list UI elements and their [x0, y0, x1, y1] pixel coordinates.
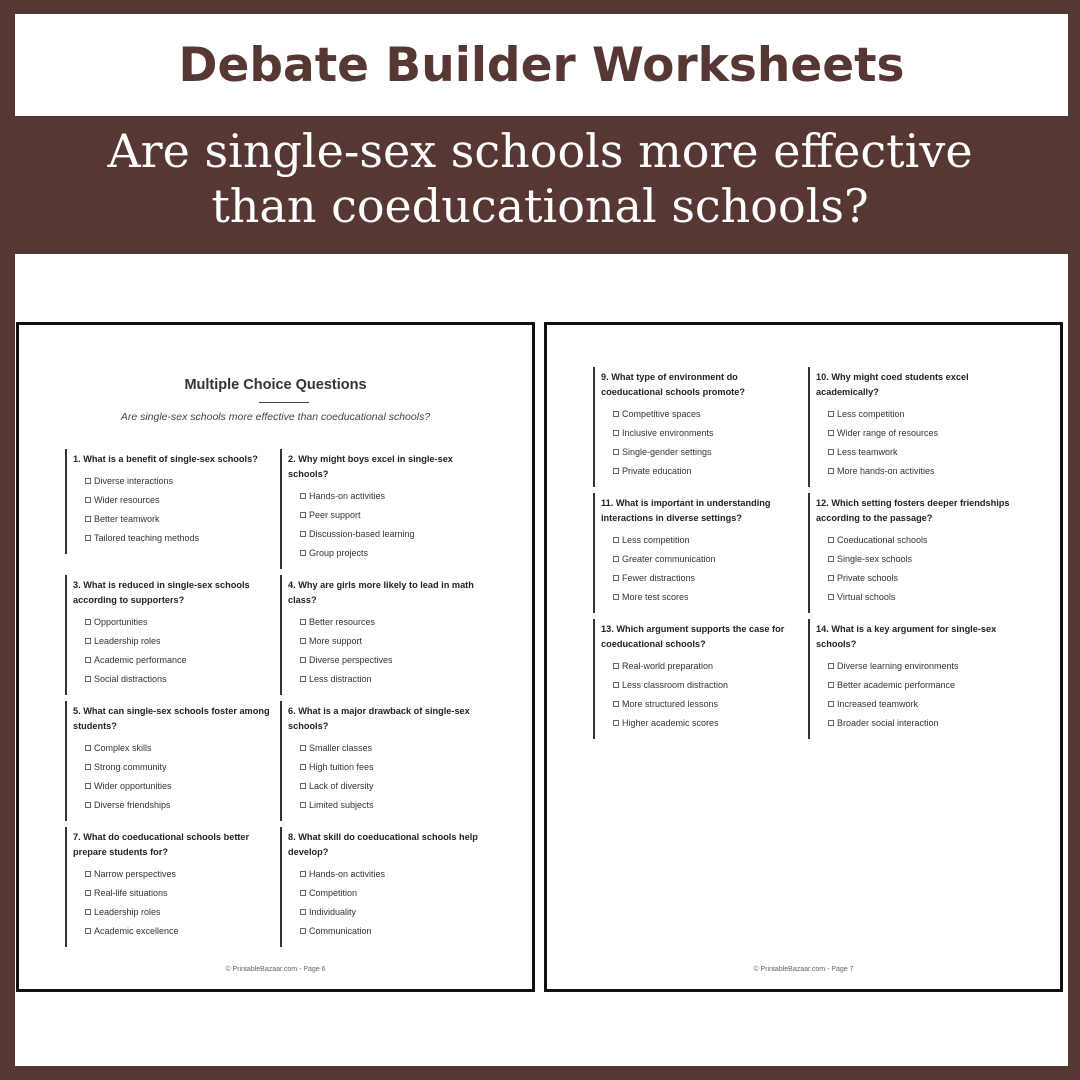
debate-question-line-2: than coeducational schools?	[211, 179, 869, 233]
answer-option[interactable]: Communication	[288, 922, 485, 941]
question-text: 4. Why are girls more likely to lead in math class?	[288, 580, 474, 605]
question-block	[65, 575, 270, 695]
answer-option[interactable]: Increased teamwork	[816, 695, 1013, 714]
page-footer: © PrintableBazaar.com - Page 7	[753, 966, 854, 973]
question-text: 9. What type of environment do coeducational schools promote?	[601, 372, 745, 397]
checkbox-icon[interactable]	[300, 619, 306, 625]
checkbox-icon[interactable]	[85, 535, 91, 541]
checkbox-icon[interactable]	[300, 745, 306, 751]
answer-option[interactable]: Less teamwork	[816, 443, 1013, 462]
answer-option[interactable]: Competitive spaces	[601, 405, 798, 424]
checkbox-icon[interactable]	[613, 575, 619, 581]
answer-option[interactable]: Wider resources	[73, 491, 270, 510]
checkbox-icon[interactable]	[85, 478, 91, 484]
checkbox-icon[interactable]	[828, 575, 834, 581]
checkbox-icon[interactable]	[828, 537, 834, 543]
answer-option[interactable]: Diverse friendships	[73, 796, 270, 815]
checkbox-icon[interactable]	[613, 594, 619, 600]
answer-option[interactable]: Complex skills	[73, 739, 270, 758]
question-text: 3. What is reduced in single-sex schools according to supporters?	[73, 580, 250, 605]
checkbox-icon[interactable]	[828, 430, 834, 436]
checkbox-icon[interactable]	[828, 682, 834, 688]
answer-option[interactable]: Academic performance	[73, 651, 270, 670]
answer-option[interactable]: Lack of diversity	[288, 777, 485, 796]
answer-option[interactable]: More structured lessons	[601, 695, 798, 714]
question-block	[280, 701, 485, 821]
answer-option[interactable]: Peer support	[288, 506, 485, 525]
checkbox-icon[interactable]	[613, 556, 619, 562]
answer-option[interactable]: Individuality	[288, 903, 485, 922]
checkbox-icon[interactable]	[85, 657, 91, 663]
checkbox-icon[interactable]	[85, 638, 91, 644]
checkbox-icon[interactable]	[300, 676, 306, 682]
checkbox-icon[interactable]	[85, 909, 91, 915]
checkbox-icon[interactable]	[85, 764, 91, 770]
question-text: 13. Which argument supports the case for coeducational schools?	[601, 624, 785, 649]
question-block	[65, 827, 270, 947]
worksheet-page-6	[16, 322, 535, 992]
answer-option[interactable]: Private schools	[816, 569, 1013, 588]
checkbox-icon[interactable]	[85, 619, 91, 625]
debate-question	[0, 120, 1080, 250]
checkbox-icon[interactable]	[613, 411, 619, 417]
checkbox-icon[interactable]	[85, 676, 91, 682]
checkbox-icon[interactable]	[300, 890, 306, 896]
question-text: 11. What is important in understanding interactions in diverse settings?	[601, 498, 771, 523]
checkbox-icon[interactable]	[613, 720, 619, 726]
answer-option[interactable]: Less distraction	[288, 670, 485, 689]
answer-option[interactable]: Academic excellence	[73, 922, 270, 941]
answer-option[interactable]: Smaller classes	[288, 739, 485, 758]
checkbox-icon[interactable]	[300, 531, 306, 537]
answer-option[interactable]: Leadership roles	[73, 632, 270, 651]
question-text: 10. Why might coed students excel academically?	[816, 372, 969, 397]
answer-option[interactable]: Greater communication	[601, 550, 798, 569]
answer-option[interactable]: Limited subjects	[288, 796, 485, 815]
page-subtitle: Are single-sex schools more effective than coeducational schools?	[120, 411, 431, 423]
checkbox-icon[interactable]	[300, 657, 306, 663]
question-block	[280, 827, 485, 947]
checkbox-icon[interactable]	[85, 516, 91, 522]
checkbox-icon[interactable]	[828, 720, 834, 726]
answer-option[interactable]: Strong community	[73, 758, 270, 777]
answer-option[interactable]: Hands-on activities	[288, 865, 485, 884]
answer-option[interactable]: Less competition	[816, 405, 1013, 424]
question-text: 2. Why might boys excel in single-sex schools?	[288, 454, 453, 479]
question-block	[808, 619, 1013, 739]
checkbox-icon[interactable]	[85, 497, 91, 503]
question-text: 5. What can single-sex schools foster among students?	[73, 706, 270, 731]
checkbox-icon[interactable]	[85, 802, 91, 808]
answer-option[interactable]: Opportunities	[73, 613, 270, 632]
checkbox-icon[interactable]	[85, 745, 91, 751]
question-block	[808, 493, 1013, 613]
checkbox-icon[interactable]	[300, 764, 306, 770]
checkbox-icon[interactable]	[85, 890, 91, 896]
question-block	[280, 575, 485, 695]
question-text: 8. What skill do coeducational schools help develop?	[288, 832, 478, 857]
answer-option[interactable]: Better teamwork	[73, 510, 270, 529]
question-text: 7. What do coeducational schools better prepare students for?	[73, 832, 250, 857]
checkbox-icon[interactable]	[613, 468, 619, 474]
answer-option[interactable]: Higher academic scores	[601, 714, 798, 733]
answer-option[interactable]: Real-life situations	[73, 884, 270, 903]
answer-option[interactable]: Group projects	[288, 544, 485, 563]
debate-question-line-1: Are single-sex schools more effective	[107, 124, 973, 178]
answer-option[interactable]: Hands-on activities	[288, 487, 485, 506]
answer-option[interactable]: High tuition fees	[288, 758, 485, 777]
question-text: 12. Which setting fosters deeper friendships according to the passage?	[816, 498, 1010, 523]
page-footer: © PrintableBazaar.com - Page 6	[225, 966, 326, 973]
answer-option[interactable]: Better resources	[288, 613, 485, 632]
answer-option[interactable]: Diverse interactions	[73, 472, 270, 491]
brand-title: Debate Builder Worksheets	[178, 37, 905, 93]
answer-option[interactable]: Wider range of resources	[816, 424, 1013, 443]
checkbox-icon[interactable]	[300, 871, 306, 877]
answer-option[interactable]: More hands-on activities	[816, 462, 1013, 481]
checkbox-icon[interactable]	[85, 871, 91, 877]
page-title: Multiple Choice Questions	[184, 377, 367, 393]
answer-option[interactable]: Single-sex schools	[816, 550, 1013, 569]
answer-option[interactable]: Better academic performance	[816, 676, 1013, 695]
answer-option[interactable]: Inclusive environments	[601, 424, 798, 443]
checkbox-icon[interactable]	[613, 430, 619, 436]
answer-option[interactable]: Single-gender settings	[601, 443, 798, 462]
answer-option[interactable]: Real-world preparation	[601, 657, 798, 676]
checkbox-icon[interactable]	[613, 449, 619, 455]
question-block	[593, 493, 798, 613]
worksheet-page-7	[544, 322, 1063, 992]
answer-option[interactable]: Wider opportunities	[73, 777, 270, 796]
question-text: 14. What is a key argument for single-sex schools?	[816, 624, 997, 649]
header-band	[15, 14, 1068, 116]
answer-option[interactable]: Less classroom distraction	[601, 676, 798, 695]
answer-option[interactable]: Tailored teaching methods	[73, 529, 270, 548]
answer-option[interactable]: Virtual schools	[816, 588, 1013, 607]
answer-option[interactable]: Less competition	[601, 531, 798, 550]
question-block	[593, 367, 798, 487]
title-divider	[259, 402, 309, 403]
question-block	[593, 619, 798, 739]
checkbox-icon[interactable]	[828, 468, 834, 474]
question-block	[65, 701, 270, 821]
answer-option[interactable]: More test scores	[601, 588, 798, 607]
answer-option[interactable]: Fewer distractions	[601, 569, 798, 588]
answer-option[interactable]: Discussion-based learning	[288, 525, 485, 544]
answer-option[interactable]: Narrow perspectives	[73, 865, 270, 884]
answer-option[interactable]: Private education	[601, 462, 798, 481]
question-block	[65, 449, 270, 554]
question-block	[280, 449, 485, 569]
checkbox-icon[interactable]	[613, 663, 619, 669]
answer-option[interactable]: Social distractions	[73, 670, 270, 689]
checkbox-icon[interactable]	[300, 512, 306, 518]
checkbox-icon[interactable]	[828, 701, 834, 707]
answer-option[interactable]: Broader social interaction	[816, 714, 1013, 733]
checkbox-icon[interactable]	[300, 909, 306, 915]
checkbox-icon[interactable]	[828, 663, 834, 669]
checkbox-icon[interactable]	[300, 550, 306, 556]
checkbox-icon[interactable]	[828, 449, 834, 455]
question-block	[808, 367, 1013, 487]
question-text: 1. What is a benefit of single-sex schools?	[73, 454, 258, 464]
answer-option[interactable]: Diverse perspectives	[288, 651, 485, 670]
answer-option[interactable]: More support	[288, 632, 485, 651]
checkbox-icon[interactable]	[300, 928, 306, 934]
checkbox-icon[interactable]	[613, 701, 619, 707]
checkbox-icon[interactable]	[300, 802, 306, 808]
checkbox-icon[interactable]	[828, 411, 834, 417]
checkbox-icon[interactable]	[85, 928, 91, 934]
checkbox-icon[interactable]	[828, 556, 834, 562]
answer-option[interactable]: Coeducational schools	[816, 531, 1013, 550]
checkbox-icon[interactable]	[613, 537, 619, 543]
checkbox-icon[interactable]	[828, 594, 834, 600]
checkbox-icon[interactable]	[300, 493, 306, 499]
answer-option[interactable]: Leadership roles	[73, 903, 270, 922]
checkbox-icon[interactable]	[613, 682, 619, 688]
checkbox-icon[interactable]	[300, 783, 306, 789]
question-text: 6. What is a major drawback of single-sex schools?	[288, 706, 470, 731]
answer-option[interactable]: Competition	[288, 884, 485, 903]
checkbox-icon[interactable]	[85, 783, 91, 789]
checkbox-icon[interactable]	[300, 638, 306, 644]
answer-option[interactable]: Diverse learning environments	[816, 657, 1013, 676]
